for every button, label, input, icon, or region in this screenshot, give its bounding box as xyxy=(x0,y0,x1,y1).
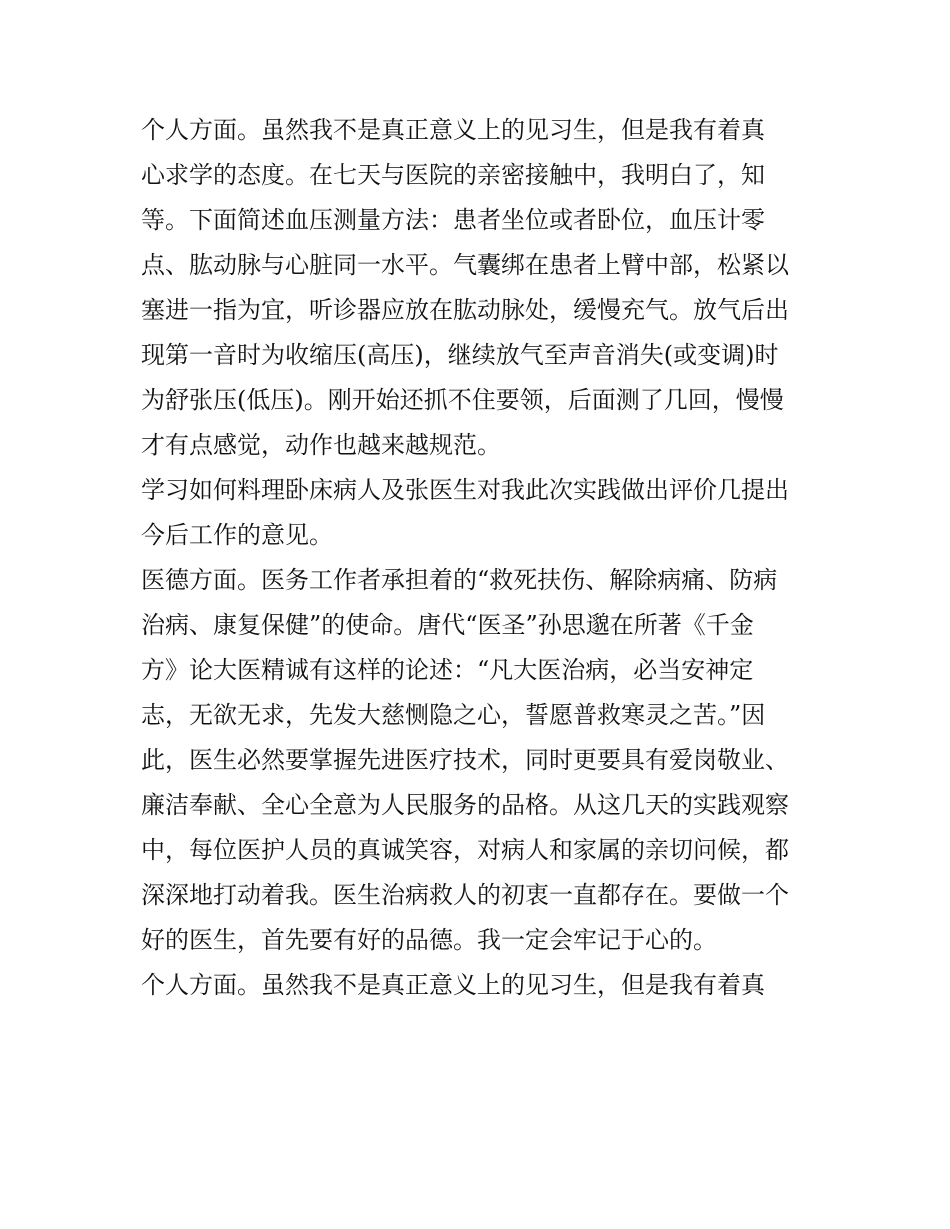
text-line: 等。下面简述血压测量方法：患者坐位或者卧位，血压计零 xyxy=(141,206,765,234)
text-line: 个人方面。虽然我不是真正意义上的见习生，但是我有着真 xyxy=(141,116,765,144)
text-line: 志，无欲无求，先发大慈恻隐之心，誓愿普救寒灵之苦。”因 xyxy=(141,701,766,729)
text-line: 方》论大医精诚有这样的论述：“凡大医治病，必当安神定 xyxy=(141,656,754,684)
document-body xyxy=(141,108,821,1008)
text-line: 个人方面。虽然我不是真正意义上的见习生，但是我有着真 xyxy=(141,971,765,999)
text-line: 学习如何料理卧床病人及张医生对我此次实践做出评价几提出 xyxy=(141,476,789,504)
text-line: 塞进一指为宜，听诊器应放在肱动脉处，缓慢充气。放气后出 xyxy=(141,296,789,324)
text-line: 现第一音时为收缩压(高压)，继续放气至声音消失(或变调)时 xyxy=(141,341,779,369)
text-line: 心求学的态度。在七天与医院的亲密接触中，我明白了，知 xyxy=(141,161,765,189)
text-line: 好的医生，首先要有好的品德。我一定会牢记于心的。 xyxy=(141,926,717,954)
text-line: 才有点感觉，动作也越来越规范。 xyxy=(141,431,501,459)
text-line: 中，每位医护人员的真诚笑容，对病人和家属的亲切问候，都 xyxy=(141,836,789,864)
text-line: 今后工作的意见。 xyxy=(141,521,333,549)
text-line: 深深地打动着我。医生治病救人的初衷一直都存在。要做一个 xyxy=(141,881,789,909)
text-line: 医德方面。医务工作者承担着的“救死扶伤、解除病痛、防病 xyxy=(141,566,778,594)
text-line: 廉洁奉献、全心全意为人民服务的品格。从这几天的实践观察 xyxy=(141,791,789,819)
text-line: 为舒张压(低压)。刚开始还抓不住要领，后面测了几回，慢慢 xyxy=(141,386,784,414)
text-line: 治病、康复保健”的使命。唐代“医圣”孙思邈在所著《千金 xyxy=(141,611,754,639)
text-line: 此，医生必然要掌握先进医疗技术，同时更要具有爱岗敬业、 xyxy=(141,746,789,774)
text-line: 点、肱动脉与心脏同一水平。气囊绑在患者上臂中部，松紧以 xyxy=(141,251,789,279)
